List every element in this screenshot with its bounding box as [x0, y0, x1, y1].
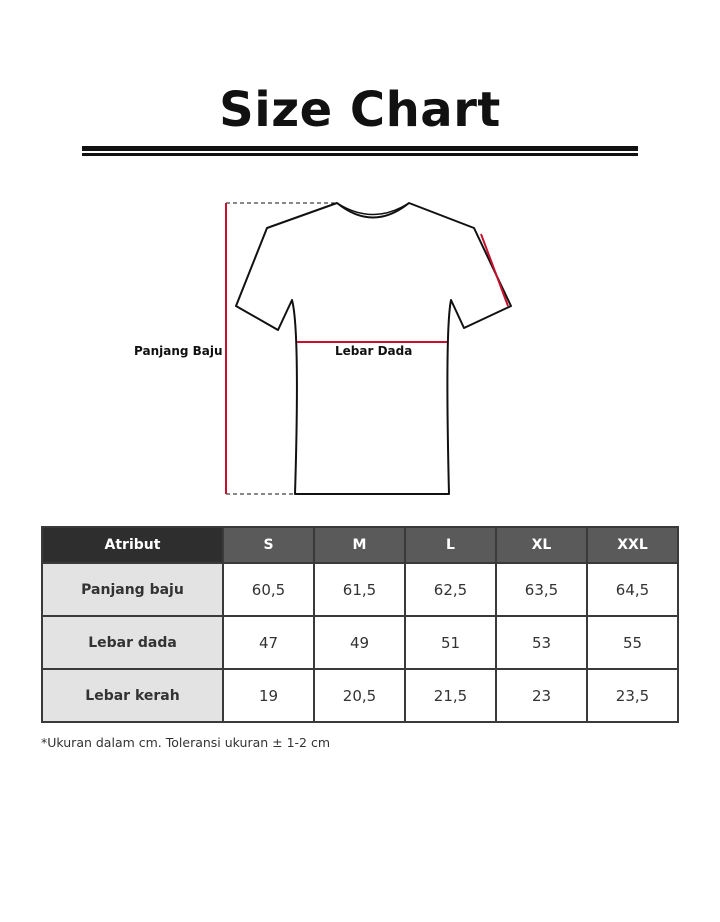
page-title: Size Chart: [219, 82, 501, 138]
table-cell: 20,5: [314, 669, 405, 722]
row-label-lebar-kerah: Lebar kerah: [42, 669, 223, 722]
table-row: [42, 616, 678, 669]
header-size-l: L: [405, 527, 496, 563]
table-cell: 63,5: [496, 563, 587, 616]
table-cell: 49: [314, 616, 405, 669]
table-cell: 55: [587, 616, 678, 669]
header-size-s: S: [223, 527, 314, 563]
header-size-xl: XL: [496, 527, 587, 563]
table-cell: 23,5: [587, 669, 678, 722]
table-cell: 60,5: [223, 563, 314, 616]
size-note: *Ukuran dalam cm. Toleransi ukuran ± 1-2 cm: [41, 735, 331, 750]
table-cell: 19: [223, 669, 314, 722]
table-cell: 62,5: [405, 563, 496, 616]
table-cell: 64,5: [587, 563, 678, 616]
row-label-panjang-baju: Panjang baju: [42, 563, 223, 616]
table-cell: 21,5: [405, 669, 496, 722]
table-cell: 51: [405, 616, 496, 669]
header-size-m: M: [314, 527, 405, 563]
table-header-row: [42, 527, 678, 563]
header-size-xxl: XXL: [587, 527, 678, 563]
table-cell: 47: [223, 616, 314, 669]
table-cell: 61,5: [314, 563, 405, 616]
table-row: [42, 669, 678, 722]
header-atribut: Atribut: [42, 527, 223, 563]
table-row: [42, 563, 678, 616]
chest-label: Lebar Dada: [335, 344, 413, 358]
row-label-lebar-dada: Lebar dada: [42, 616, 223, 669]
table-cell: 53: [496, 616, 587, 669]
length-label: Panjang Baju: [134, 344, 223, 358]
size-table: [41, 526, 679, 723]
table-cell: 23: [496, 669, 587, 722]
